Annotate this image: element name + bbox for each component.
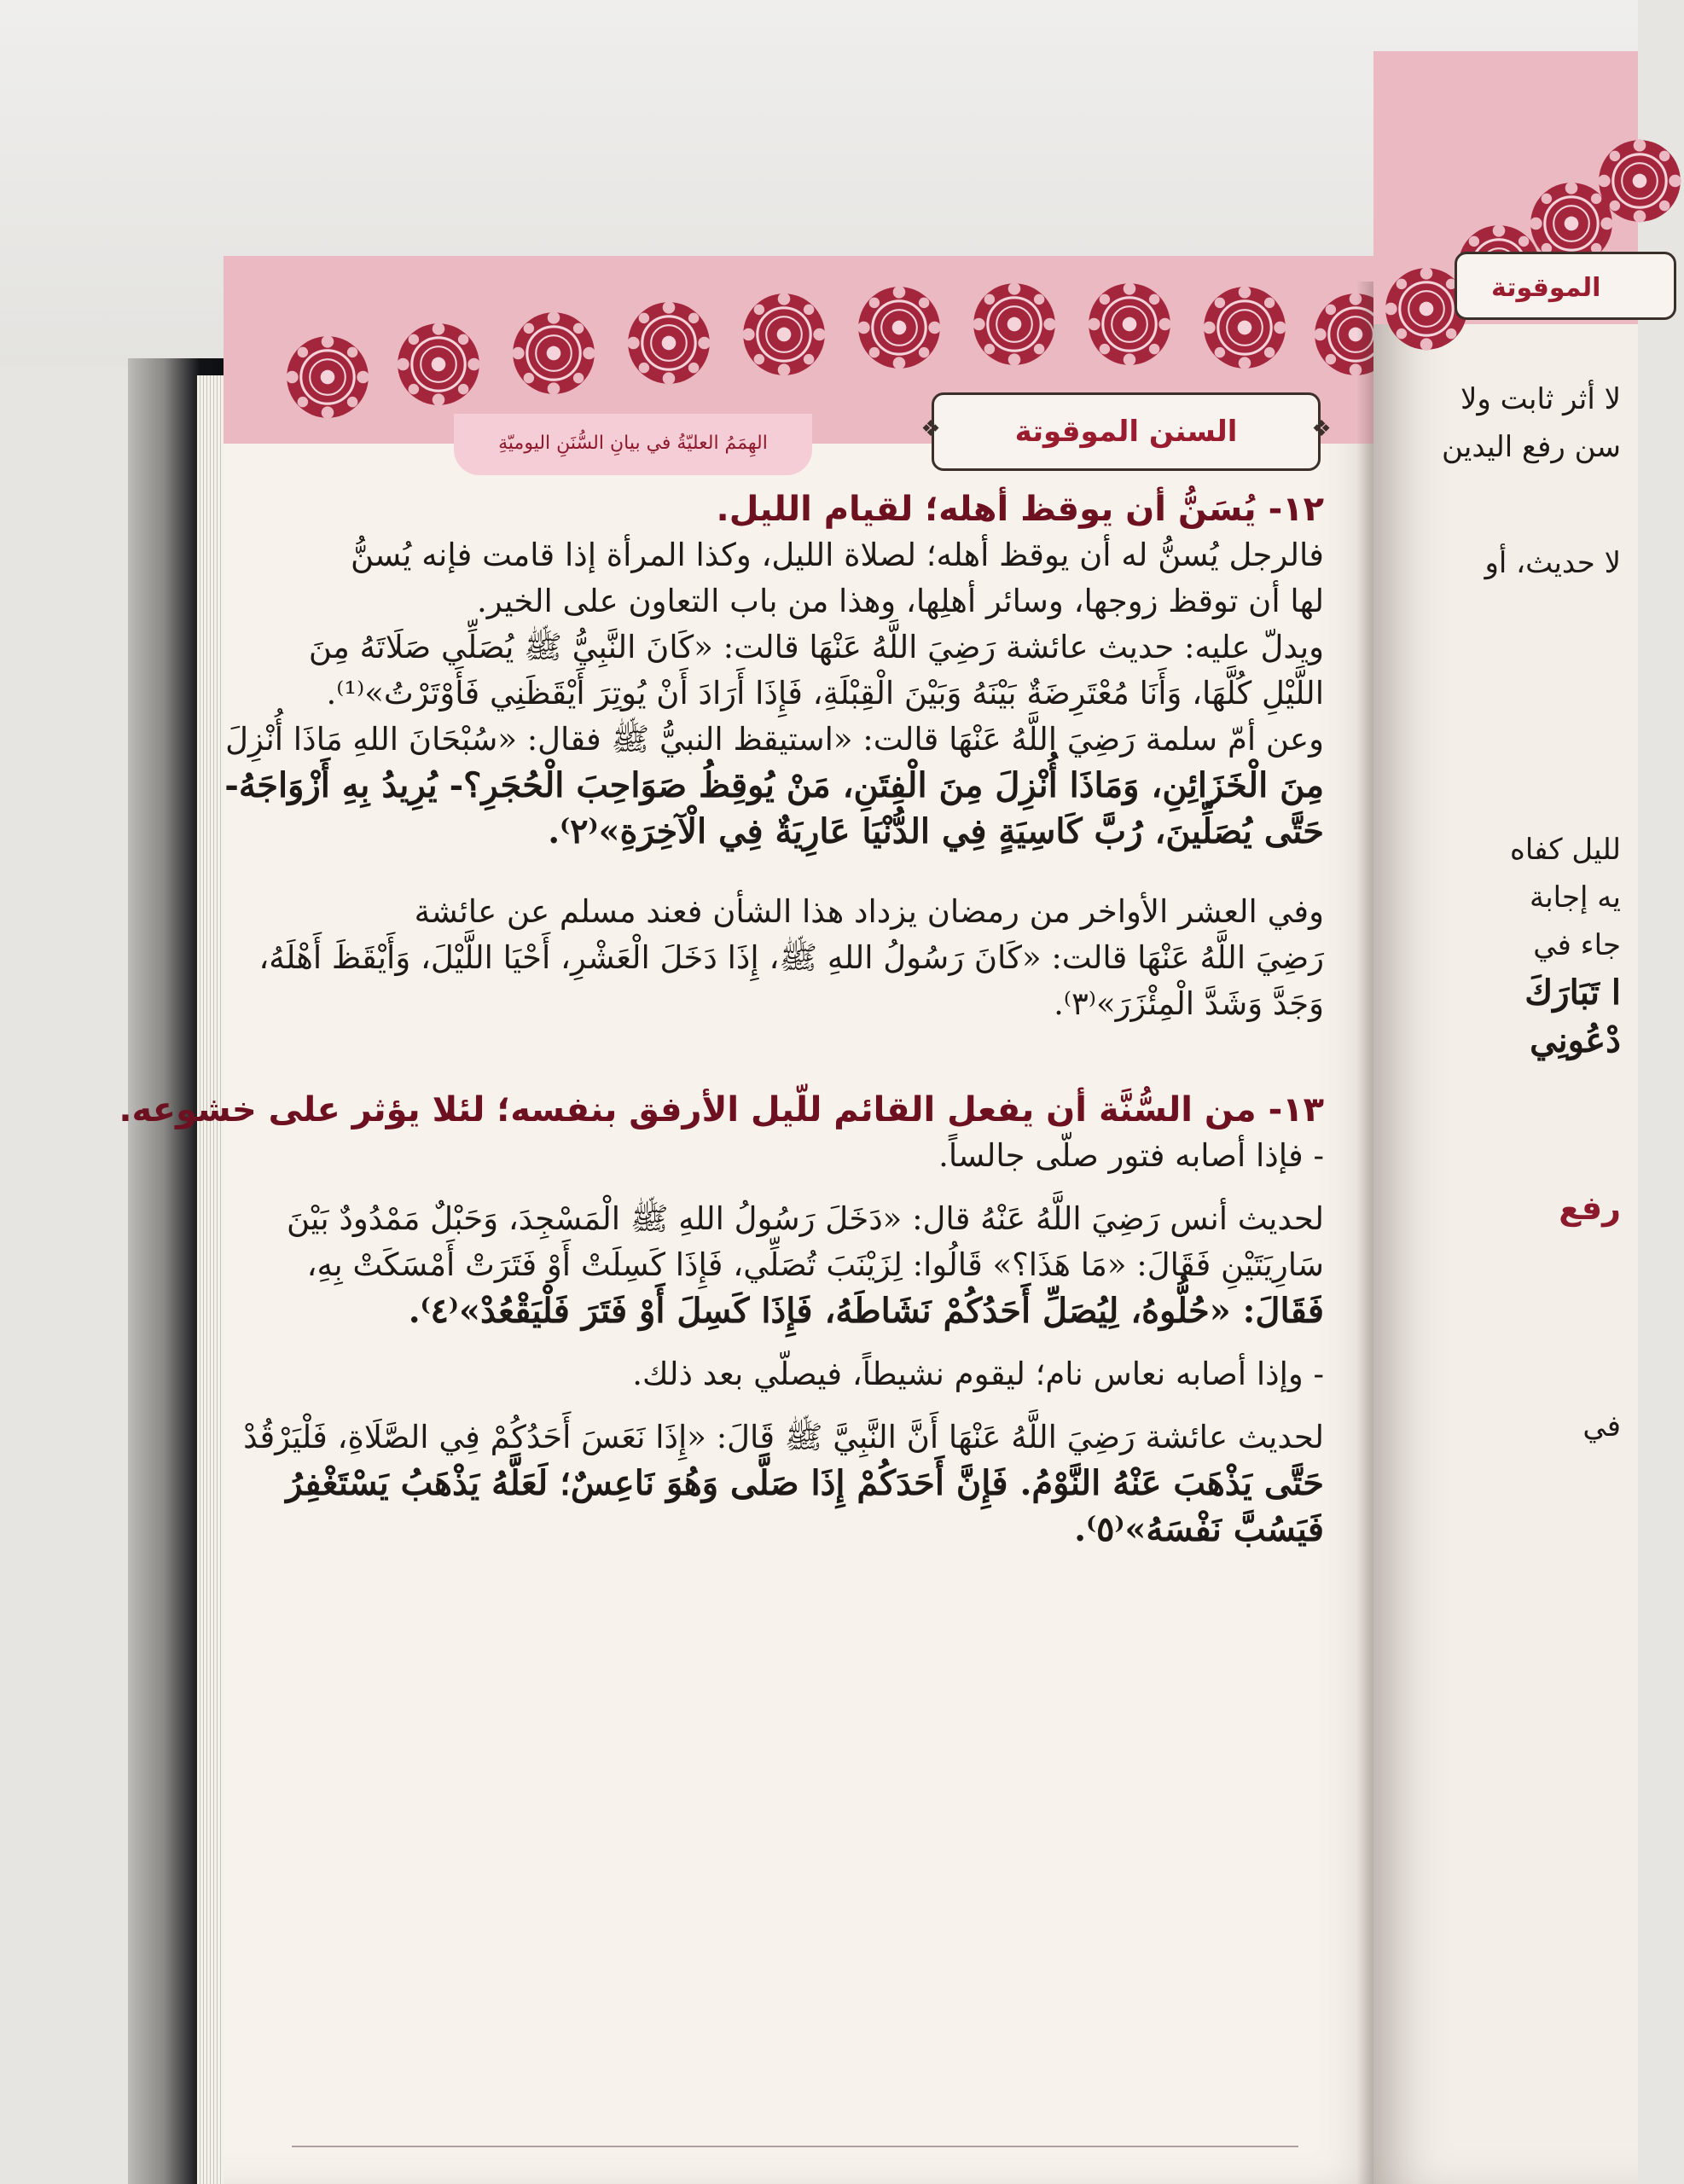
body-line: رَضِيَ اللَّهُ عَنْهَا قالت: «كَانَ رَسُولُ اللهِ ﷺ، إِذَا دَخَلَ الْعَشْرِ، أَحْيَا اللَّيْلَ، وَأَيْقَظَ أَهْلَهُ، [258, 939, 1324, 976]
chapter-title: السنن الموقوتة [1014, 415, 1238, 449]
body-line: لحديث عائشة رَضِيَ اللَّهُ عَنْهَا أَنَّ النَّبِيَّ ﷺ قَالَ: «إِذَا نَعَسَ أَحَدُكُمْ فِي الصَّلَاةِ، فَلْيَرْقُدْ [243, 1419, 1324, 1455]
hadith-line: حَتَّى يَذْهَبَ عَنْهُ النَّوْمُ. فَإِنَّ أَحَدَكُمْ إِذَا صَلَّى وَهُوَ نَاعِسٌ؛ لَعَلَّهُ يَذْهَبُ يَسْتَغْفِرُ [286, 1463, 1324, 1503]
page-body [119, 486, 1324, 1553]
rosette-ornament-icon [855, 283, 944, 372]
hadith-line: فَقَالَ: «حُلُّوهُ، لِيُصَلِّ أَحَدُكُمْ نَشَاطَهُ، فَإِذَا كَسِلَ أَوْ فَتَرَ فَلْيَقْعُدْ»⁽٤⁾. [408, 1291, 1324, 1331]
body-line: ويدلّ عليه: حديث عائشة رَضِيَ اللَّهُ عَنْهَا قالت: «كَانَ النَّبِيُّ ﷺ يُصَلِّي صَلَاتَهُ مِنَ [308, 629, 1324, 665]
right-chapter-title: الموقوتة [1455, 252, 1676, 320]
right-page [1373, 51, 1638, 2184]
body-line: جاء في [1533, 928, 1621, 962]
body-line: لحديث أنس رَضِيَ اللَّهُ عَنْهُ قال: «دَخَلَ رَسُولُ اللهِ ﷺ الْمَسْجِدَ، وَحَبْلٌ مَمْدُودٌ بَيْنَ [287, 1200, 1324, 1237]
body-line: وفي العشر الأواخر من رمضان يزداد هذا الشأن فعند مسلم عن عائشة [414, 893, 1324, 930]
body-line: لليل كفاه [1510, 833, 1621, 867]
rosette-ornament-icon [394, 320, 483, 409]
hadith-line: مِنَ الْخَزَائِنِ، وَمَاذَا أُنْزِلَ مِنَ الْفِتَنِ، مَنْ يُوقِظُ صَوَاحِبَ الْحُجَرِ؟- يُرِيدُ بِهِ أَزْوَاجَهُ- [224, 765, 1324, 805]
frame-corner-ornament-icon: ❖ [1311, 416, 1332, 442]
body-line: في [1582, 1409, 1621, 1443]
body-line: - فإذا أصابه فتور صلّى جالساً. [938, 1137, 1324, 1174]
hadith-line: فَيَسُبَّ نَفْسَهُ»⁽٥⁾. [1074, 1509, 1324, 1549]
body-line: ا تَبَارَكَ [1524, 973, 1621, 1013]
rosette-ornament-icon [283, 333, 372, 421]
heading-fragment: رفع [1559, 1189, 1621, 1227]
chapter-title-frame [920, 392, 1332, 471]
body-line: فالرجل يُسنُّ له أن يوقظ أهله؛ لصلاة الليل، وكذا المرأة إذا قامت فإنه يُسنُّ [350, 537, 1324, 573]
hadith-line: حَتَّى يُصَلِّينَ، رُبَّ كَاسِيَةٍ فِي الدُّنْيَا عَارِيَةٌ فِي الْآخِرَةِ»⁽٢⁾. [548, 811, 1324, 851]
section-heading-13: ١٣- من السُّنَّة أن يفعل القائم للّيل الأرفق بنفسه؛ لئلا يؤثر على خشوعه. [119, 1090, 1324, 1130]
body-line: لها أن توقظ زوجها، وسائر أهلِها، وهذا من باب التعاون على الخير. [477, 583, 1324, 619]
body-line: - وإذا أصابه نعاس نام؛ ليقوم نشيطاً، فيصلّي بعد ذلك. [632, 1356, 1324, 1392]
footnote-divider [292, 2146, 1298, 2147]
body-line: سن رفع اليدين [1441, 430, 1621, 464]
section-heading-12: ١٢- يُسَنُّ أن يوقظ أهله؛ لقيام الليل. [716, 490, 1324, 529]
rosette-ornament-icon [1200, 283, 1289, 372]
body-line: سَارِيَتَيْنِ فَقَالَ: «مَا هَذَا؟» قَالُوا: لِزَيْنَبَ تُصَلِّي، فَإِذَا كَسِلَتْ أَوْ فَتَرَتْ أَمْسَكَتْ بِهِ، [306, 1246, 1324, 1283]
rosette-ornament-icon [1595, 136, 1684, 225]
rosette-ornament-icon [970, 280, 1059, 369]
rosette-ornament-icon [509, 309, 598, 398]
rosette-ornament-icon [1085, 280, 1174, 369]
right-page-body [1399, 375, 1621, 1450]
running-title: الهِمَمُ العليّةُ في بيانِ السُّنَنِ اليوميّةِ [454, 414, 812, 475]
rosette-ornament-icon [740, 290, 828, 379]
body-line: دْعُونِي [1530, 1020, 1621, 1060]
body-line: وَجَدَّ وَشَدَّ الْمِئْزَرَ»⁽٣⁾. [1054, 985, 1324, 1022]
body-line: لا أثر ثابت ولا [1460, 382, 1621, 416]
rosette-ornament-icon [624, 299, 713, 387]
body-line: يه إجابة [1529, 880, 1621, 915]
body-line: اللَّيْلِ كُلَّهَا، وَأَنَا مُعْتَرِضَةٌ بَيْنَهُ وَبَيْنَ الْقِبْلَةِ، فَإِذَا أَرَادَ أَنْ يُوتِرَ أَيْقَظَنِي فَأَوْتَرْتُ»⁽¹⁾. [326, 675, 1324, 712]
body-line: وعن أمّ سلمة رَضِيَ اللَّهُ عَنْهَا قالت: «استيقظ النبيُّ ﷺ فقال: «سُبْحَانَ اللهِ مَاذَا أُنْزِلَ [225, 721, 1324, 758]
frame-corner-ornament-icon: ❖ [920, 416, 941, 442]
left-page [119, 256, 1384, 2184]
body-line: لا حديث، أو [1484, 546, 1621, 580]
